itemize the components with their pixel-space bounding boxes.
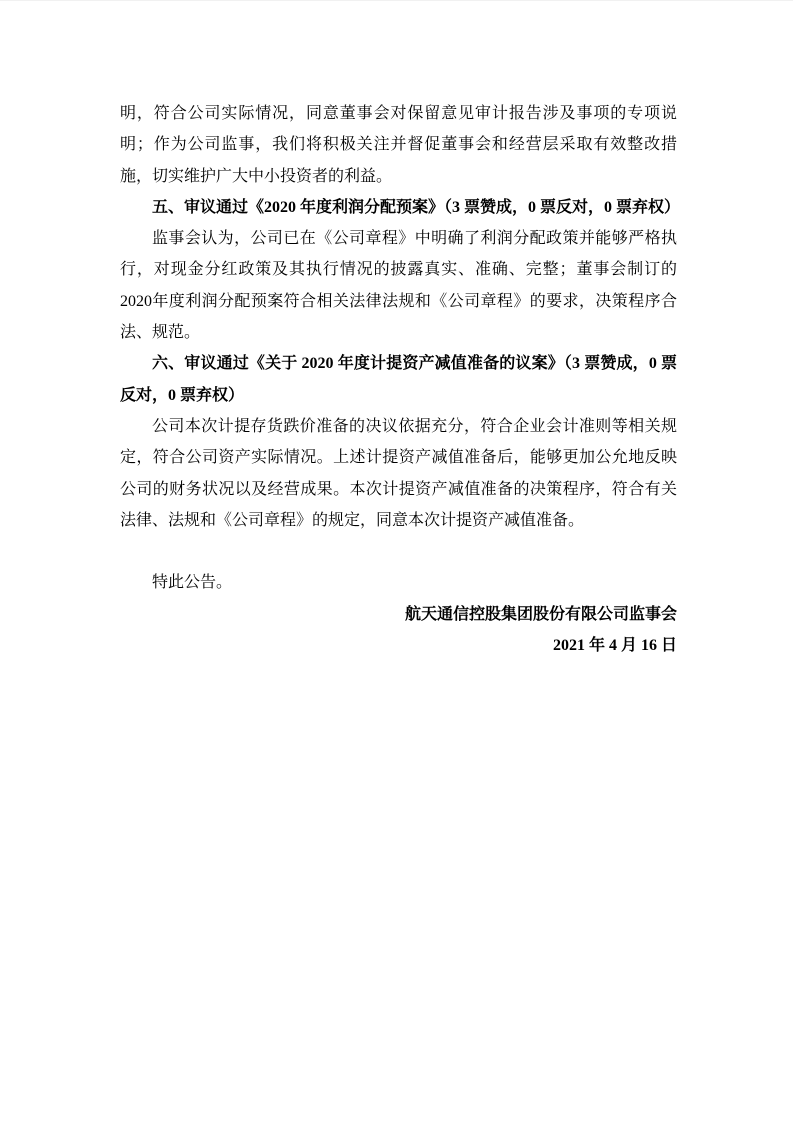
item6-heading: 六、审议通过《关于 2020 年度计提资产减值准备的议案》（3 票赞成，0 票反对，0 票弃权） (120, 355, 677, 404)
item5-paragraph: 监事会认为，公司已在《公司章程》中明确了利润分配政策并能够严格执行，对现金分红政策及其执行情况的披露真实、准确、完整；董事会制订的2020年度利润分配预案符合相关法律法规和《公司章程》的要求，决策程序合法、规范。 (120, 230, 677, 342)
item6-paragraph: 公司本次计提存货跌价准备的决议依据充分，符合企业会计准则等相关规定，符合公司资产实际情况。上述计提资产减值准备后，能够更加公允地反映公司的财务状况以及经营成果。本次计提资产减值准备的决策程序，符合有关法律、法规和《公司章程》的规定，同意本次计提资产减值准备。 (120, 417, 677, 529)
signature-line: 航天通信控股集团股份有限公司监事会 (404, 605, 677, 623)
item5-heading: 五、审议通过《2020 年度利润分配预案》（3 票赞成，0 票反对，0 票弃权） (152, 198, 681, 216)
date-line: 2021 年 4 月 16 日 (552, 637, 677, 655)
continuation-paragraph: 明，符合公司实际情况，同意董事会对保留意见审计报告涉及事项的专项说明；作为公司监事，我们将积极关注并督促董事会和经营层采取有效整改措施，切实维护广大中小投资者的利益。 (120, 105, 677, 185)
closing-note: 特此公告。 (152, 574, 233, 592)
